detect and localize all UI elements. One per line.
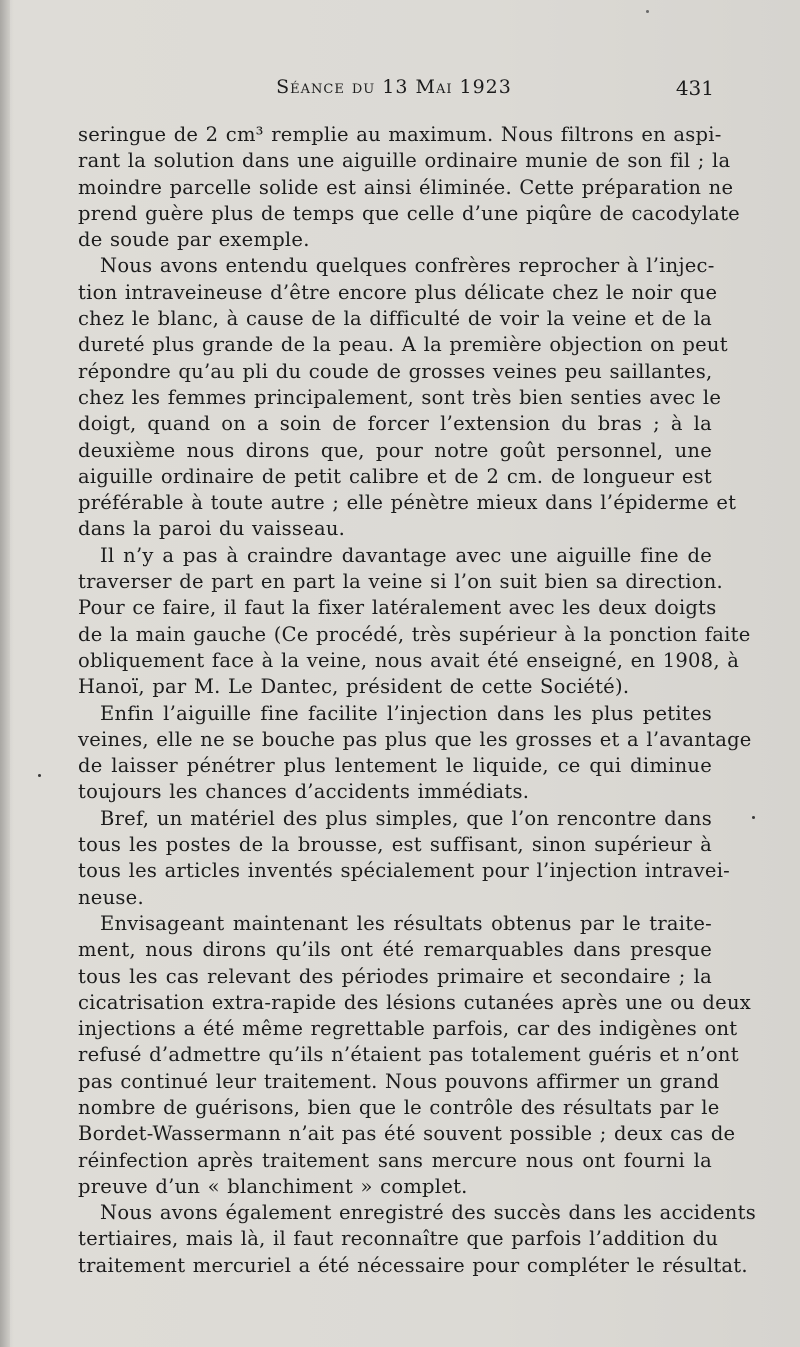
text-line: pas continué leur traitement. Nous pouvons affirmer un grand: [78, 1069, 720, 1093]
page-number: 431: [675, 76, 714, 100]
print-speck: [38, 774, 41, 777]
text-line: traitement mercuriel a été nécessaire pour compléter le résultat.: [78, 1253, 748, 1277]
text-line: Bref, un matériel des plus simples, que l’on rencontre dans: [100, 806, 712, 830]
text-line: traverser de part en part la veine si l’on suit bien sa direction.: [78, 570, 723, 594]
text-line: tertiaires, mais là, il faut reconnaître que parfois l’addition du: [78, 1227, 719, 1251]
text-line: Nous avons également enregistré des succès dans les accidents: [100, 1201, 756, 1225]
text-line: dureté plus grande de la peau. A la première objection on peut: [78, 333, 728, 357]
text-line: prend guère plus de temps que celle d’une piqûre de cacodylate: [78, 201, 740, 225]
text-line: Pour ce faire, il faut la fixer latéralement avec les deux doigts: [78, 596, 717, 620]
text-line: injections a été même regrettable parfois, car des indigènes ont: [78, 1017, 738, 1041]
text-line: dans la paroi du vaisseau.: [78, 517, 346, 541]
text-line: Envisageant maintenant les résultats obtenus par le traite-: [100, 911, 712, 935]
text-line: Hanoï, par M. Le Dantec, président de cette Société).: [78, 675, 630, 699]
text-line: aiguille ordinaire de petit calibre et de 2 cm. de longueur est: [78, 464, 712, 488]
text-line: de laisser pénétrer plus lentement le liquide, ce qui diminue: [78, 754, 712, 778]
text-line: moindre parcelle solide est ainsi éliminée. Cette préparation ne: [78, 175, 734, 199]
text-line: toujours les chances d’accidents immédiats.: [78, 780, 530, 804]
text-line: doigt, quand on a soin de forcer l’extension du bras ; à la: [78, 412, 712, 436]
text-line: neuse.: [78, 885, 144, 909]
text-line: Bordet-Wassermann n’ait pas été souvent possible ; deux cas de: [78, 1122, 736, 1146]
text-line: seringue de 2 cm³ remplie au maximum. Nous filtrons en aspi-: [78, 123, 722, 146]
running-head-title: Séance du 13 Mai 1923: [276, 76, 512, 98]
text-line: tous les postes de la brousse, est suffisant, sinon supérieur à: [78, 833, 712, 857]
text-line: rant la solution dans une aiguille ordinaire munie de son fil ; la: [78, 149, 731, 173]
text-line: cicatrisation extra-rapide des lésions cutanées après une ou deux: [78, 990, 751, 1014]
page-gutter-shadow: [0, 0, 10, 1347]
text-line: Enfin l’aiguille fine facilite l’injection dans les plus petites: [100, 701, 712, 725]
running-head: [78, 72, 714, 104]
text-line: Il n’y a pas à craindre davantage avec une aiguille fine de: [100, 543, 712, 567]
text-line: tion intraveineuse d’être encore plus délicate chez le noir que: [78, 280, 718, 304]
text-line: réinfection après traitement sans mercure nous ont fourni la: [78, 1148, 712, 1172]
text-line: nombre de guérisons, bien que le contrôle des résultats par le: [78, 1095, 720, 1119]
body-text: [78, 122, 756, 1279]
text-line: obliquement face à la veine, nous avait été enseigné, en 1908, à: [78, 648, 740, 672]
text-line: tous les cas relevant des périodes primaire et secondaire ; la: [78, 964, 712, 988]
text-line: de soude par exemple.: [78, 228, 310, 252]
text-line: refusé d’admettre qu’ils n’étaient pas totalement guéris et n’ont: [78, 1043, 739, 1067]
text-line: répondre qu’au pli du coude de grosses veines peu saillantes,: [78, 359, 713, 383]
text-line: deuxième nous dirons que, pour notre goût personnel, une: [78, 438, 712, 462]
text-line: Nous avons entendu quelques confrères reprocher à l’injec-: [100, 254, 715, 278]
text-line: préférable à toute autre ; elle pénètre mieux dans l’épiderme et: [78, 491, 737, 515]
text-line: chez le blanc, à cause de la difficulté de voir la veine et de la: [78, 307, 712, 331]
text-line: veines, elle ne se bouche pas plus que les grosses et a l’avantage: [78, 727, 752, 751]
text-line: ment, nous dirons qu’ils ont été remarquables dans presque: [78, 938, 712, 962]
text-line: chez les femmes principalement, sont très bien senties avec le: [78, 385, 722, 409]
print-speck: [646, 10, 649, 13]
text-line: de la main gauche (Ce procédé, très supérieur à la ponction faite: [78, 622, 751, 646]
print-speck: [752, 816, 755, 819]
text-line: tous les articles inventés spécialement pour l’injection intravei-: [78, 859, 731, 883]
text-line: preuve d’un « blanchiment » complet.: [78, 1174, 468, 1198]
